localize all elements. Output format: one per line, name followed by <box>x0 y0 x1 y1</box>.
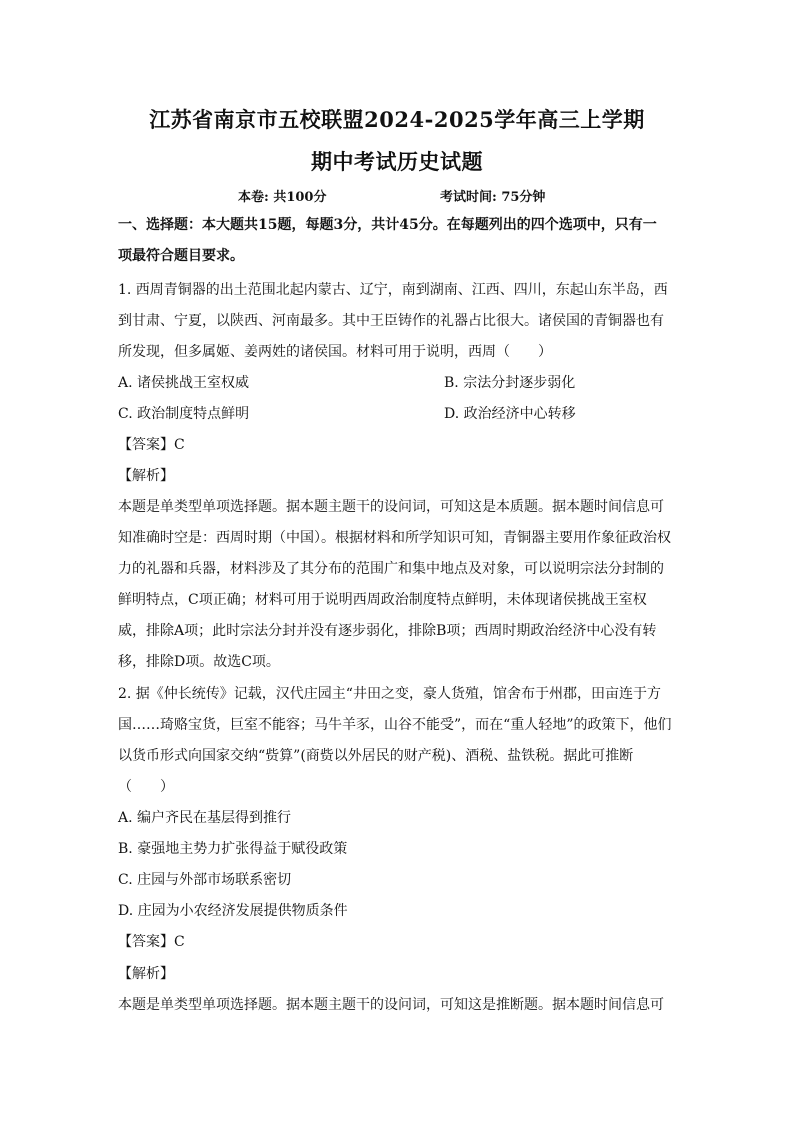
q1-analysis-line: 移，排除D项。故选C项。 <box>118 654 280 670</box>
q2-option-b: B. 豪强地主势力扩张得益于赋役政策 <box>118 841 348 857</box>
q2-stem-line: 国……琦赂宝货，巨室不能容；马牛羊豕，山谷不能受”，而在“重人轻地”的政策下，他们 <box>118 717 672 733</box>
total-score: 本卷: 共100分 <box>238 190 327 205</box>
q1-analysis-line: 威，排除A项；此时宗法分封并没有逐步弱化，排除B项；西周时期政治经济中心没有转 <box>118 623 657 639</box>
q1-analysis-line: 鲜明特点，C项正确；材料可用于说明西周政治制度特点鲜明，未体现诸侯挑战王室权 <box>118 592 647 608</box>
q2-option-d: D. 庄园为小农经济发展提供物质条件 <box>118 903 348 919</box>
section-heading-line1: 一、选择题：本大题共15题，每题3分，共计45分。在每题列出的四个选项中，只有一 <box>118 217 657 233</box>
q1-answer: 【答案】C <box>118 437 185 453</box>
document-title-line2: 期中考试历史试题 <box>311 149 483 174</box>
q2-stem-line: 2. 据《仲长统传》记载，汉代庄园主“井田之变，豪人货殖，馆舍布于州郡，田亩连于方 <box>118 686 661 702</box>
q1-analysis-label: 【解析】 <box>118 468 174 484</box>
q1-analysis-line: 本题是单类型单项选择题。据本题主题干的设问词，可知这是本质题。据本题时间信息可 <box>118 499 664 515</box>
q1-analysis-line: 知准确时空是：西周时期（中国）。根据材料和所学知识可知，青铜器主要用作象征政治权 <box>118 530 671 546</box>
q1-stem-line: 所发现，但多属姬、姜两姓的诸侯国。材料可用于说明，西周（ ） <box>118 344 552 360</box>
q1-option-d: D. 政治经济中心转移 <box>444 406 576 422</box>
q1-option-a: A. 诸侯挑战王室权威 <box>118 375 250 391</box>
q1-stem-line: 到甘肃、宁夏，以陕西、河南最多。其中王臣铸作的礼器占比很大。诸侯国的青铜器也有 <box>118 313 664 329</box>
q2-answer: 【答案】C <box>118 934 185 950</box>
q1-option-c: C. 政治制度特点鲜明 <box>118 406 250 422</box>
q2-analysis-line: 本题是单类型单项选择题。据本题主题干的设问词，可知这是推断题。据本题时间信息可 <box>118 997 664 1013</box>
exam-time: 考试时间: 75分钟 <box>440 190 546 205</box>
section-heading-line2: 项最符合题目要求。 <box>118 248 244 264</box>
q2-option-a: A. 编户齐民在基层得到推行 <box>118 810 292 826</box>
q2-analysis-label: 【解析】 <box>118 966 174 982</box>
q1-analysis-line: 力的礼器和兵器，材料涉及了其分布的范围广和集中地点及对象，可以说明宗法分封制的 <box>118 561 664 577</box>
q2-option-c: C. 庄园与外部市场联系密切 <box>118 872 292 888</box>
q1-option-b: B. 宗法分封逐步弱化 <box>444 375 576 391</box>
q1-stem-line: 1. 西周青铜器的出土范围北起内蒙古、辽宁，南到湖南、江西、四川，东起山东半岛，西 <box>118 282 668 298</box>
document-title-line1: 江苏省南京市五校联盟2024-2025学年高三上学期 <box>149 107 645 132</box>
q2-stem-line: （ ） <box>118 779 174 795</box>
q2-stem-line: 以货币形式向国家交纳“赀算”(商赀以外居民的财产税)、酒税、盐铁税。据此可推断 <box>118 748 634 764</box>
